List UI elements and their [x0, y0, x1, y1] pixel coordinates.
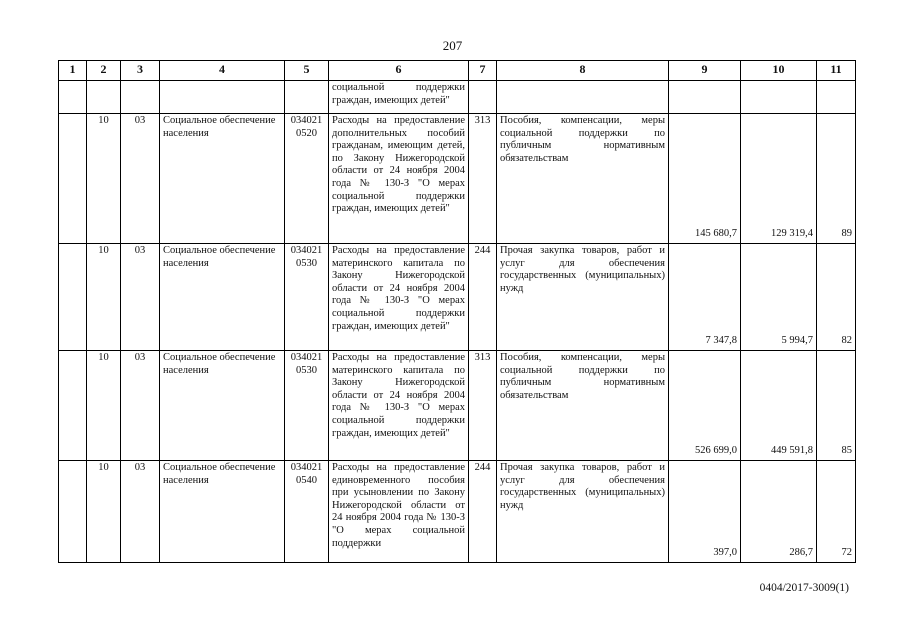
cell-section: 10 [87, 351, 121, 461]
cell-actual-amount [741, 81, 817, 114]
cell-expense-type-name: Прочая закупка товаров, работ и услуг для обеспечения государственных (муниципальных) нужд [497, 244, 669, 351]
cell-planned-amount: 7 347,8 [669, 244, 741, 351]
table-row [59, 461, 856, 563]
cell-section [87, 81, 121, 114]
cell-target-code: 034021 0530 [285, 244, 329, 351]
cell-actual-amount: 129 319,4 [741, 114, 817, 244]
col-header-1: 1 [59, 61, 87, 81]
cell-expense-type-code: 244 [469, 461, 497, 563]
cell-percent: 82 [817, 244, 856, 351]
table-row [59, 351, 856, 461]
col-header-5: 5 [285, 61, 329, 81]
col-header-4: 4 [160, 61, 285, 81]
cell-subsection: 03 [121, 461, 160, 563]
page-number: 207 [442, 38, 463, 53]
cell-expense-description: Расходы на предоставление материнского капитала по Закону Нижегородской области от 24 ноября 2004 года № 130-З "О мерах социальной поддержки граждан, имеющих детей" [329, 351, 469, 461]
col-header-2: 2 [87, 61, 121, 81]
cell-target-code [285, 81, 329, 114]
cell-planned-amount: 397,0 [669, 461, 741, 563]
cell-expense-type-name: Пособия, компенсации, меры социальной поддержки по публичным нормативным обязательствам [497, 114, 669, 244]
cell-actual-amount: 449 591,8 [741, 351, 817, 461]
cell-percent: 72 [817, 461, 856, 563]
cell-col1 [59, 244, 87, 351]
table-row [59, 81, 856, 114]
cell-col1 [59, 461, 87, 563]
cell-section: 10 [87, 244, 121, 351]
cell-planned-amount [669, 81, 741, 114]
cell-subsection: 03 [121, 114, 160, 244]
cell-section-name: Социальное обеспечение населения [160, 114, 285, 244]
cell-target-code: 034021 0540 [285, 461, 329, 563]
col-header-6: 6 [329, 61, 469, 81]
cell-percent [817, 81, 856, 114]
cell-expense-type-name: Пособия, компенсации, меры социальной поддержки по публичным нормативным обязательствам [497, 351, 669, 461]
col-header-9: 9 [669, 61, 741, 81]
cell-section-name: Социальное обеспечение населения [160, 351, 285, 461]
cell-expense-type-name: Прочая закупка товаров, работ и услуг для обеспечения государственных (муниципальных) нужд [497, 461, 669, 563]
cell-expense-type-code: 313 [469, 114, 497, 244]
cell-col1 [59, 81, 87, 114]
col-header-11: 11 [817, 61, 856, 81]
col-header-8: 8 [497, 61, 669, 81]
col-header-7: 7 [469, 61, 497, 81]
cell-section-name [160, 81, 285, 114]
cell-expense-description: Расходы на предоставление материнского капитала по Закону Нижегородской области от 24 ноября 2004 года № 130-З "О мерах социальной поддержки граждан, имеющих детей" [329, 244, 469, 351]
cell-actual-amount: 286,7 [741, 461, 817, 563]
cell-col1 [59, 114, 87, 244]
cell-subsection: 03 [121, 244, 160, 351]
cell-expense-description: социальной поддержки граждан, имеющих детей" [329, 81, 469, 114]
cell-expense-type-code [469, 81, 497, 114]
document-code: 0404/2017-3009(1) [759, 582, 849, 594]
table-header-row [59, 61, 856, 81]
cell-section-name: Социальное обеспечение населения [160, 461, 285, 563]
cell-expense-description: Расходы на предоставление единовременного пособия при усыновлении по Закону Нижегородской области от 24 ноября 2004 года № 130-З "О мерах социальной поддержки [329, 461, 469, 563]
cell-expense-description: Расходы на предоставление дополнительных пособий гражданам, имеющим детей, по Закону Нижегородской области от 24 ноября 2004 года № 130-З "О мерах социальной поддержки граждан, имеющих детей" [329, 114, 469, 244]
cell-percent: 89 [817, 114, 856, 244]
cell-target-code: 034021 0520 [285, 114, 329, 244]
cell-col1 [59, 351, 87, 461]
cell-expense-type-name [497, 81, 669, 114]
cell-planned-amount: 145 680,7 [669, 114, 741, 244]
cell-subsection: 03 [121, 351, 160, 461]
cell-expense-type-code: 244 [469, 244, 497, 351]
col-header-10: 10 [741, 61, 817, 81]
cell-section-name: Социальное обеспечение населения [160, 244, 285, 351]
table-row [59, 114, 856, 244]
budget-table [58, 60, 856, 563]
cell-subsection [121, 81, 160, 114]
cell-section: 10 [87, 461, 121, 563]
table-row [59, 244, 856, 351]
cell-expense-type-code: 313 [469, 351, 497, 461]
cell-planned-amount: 526 699,0 [669, 351, 741, 461]
cell-percent: 85 [817, 351, 856, 461]
cell-section: 10 [87, 114, 121, 244]
cell-target-code: 034021 0530 [285, 351, 329, 461]
col-header-3: 3 [121, 61, 160, 81]
cell-actual-amount: 5 994,7 [741, 244, 817, 351]
